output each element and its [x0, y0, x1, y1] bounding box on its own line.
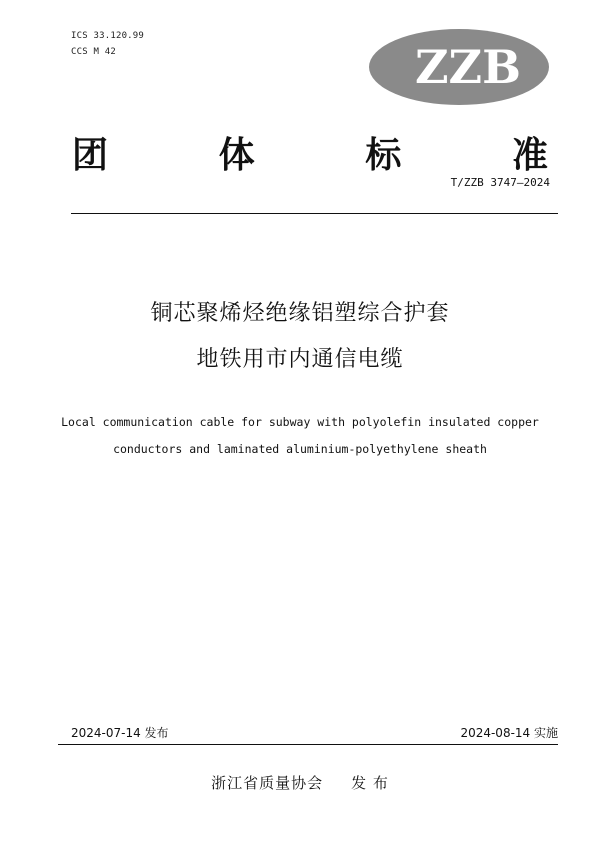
category-char-4: 准 — [511, 134, 548, 176]
ccs-code: CCS M 42 — [71, 47, 116, 57]
standard-category-title — [72, 128, 548, 176]
category-char-3: 标 — [365, 134, 402, 176]
publisher-line — [0, 772, 600, 793]
chinese-title-line-1: 铜芯聚烯烃绝缘铝塑综合护套 — [150, 301, 450, 326]
english-title-line-1: Local communication cable for subway with polyolefin insulated copper — [61, 415, 539, 429]
category-char-1: 团 — [72, 134, 109, 176]
bottom-divider — [58, 744, 558, 745]
implementation-date: 2024-08-14 实施 — [460, 726, 558, 740]
english-title-line-2: conductors and laminated aluminium-polyethylene sheath — [113, 442, 487, 456]
ics-code: ICS 33.120.99 — [71, 31, 145, 41]
publish-word: 发 布 — [351, 774, 389, 792]
chinese-title-line-2: 地铁用市内通信电缆 — [196, 347, 404, 372]
standard-number: T/ZZB 3747—2024 — [450, 176, 550, 189]
top-divider — [71, 213, 558, 214]
zzb-logo — [368, 28, 550, 106]
issue-date: 2024-07-14 发布 — [71, 726, 169, 740]
category-char-2: 体 — [218, 134, 255, 176]
publisher-name: 浙江省质量协会 — [211, 774, 324, 792]
logo-text: ZZB — [414, 40, 522, 94]
